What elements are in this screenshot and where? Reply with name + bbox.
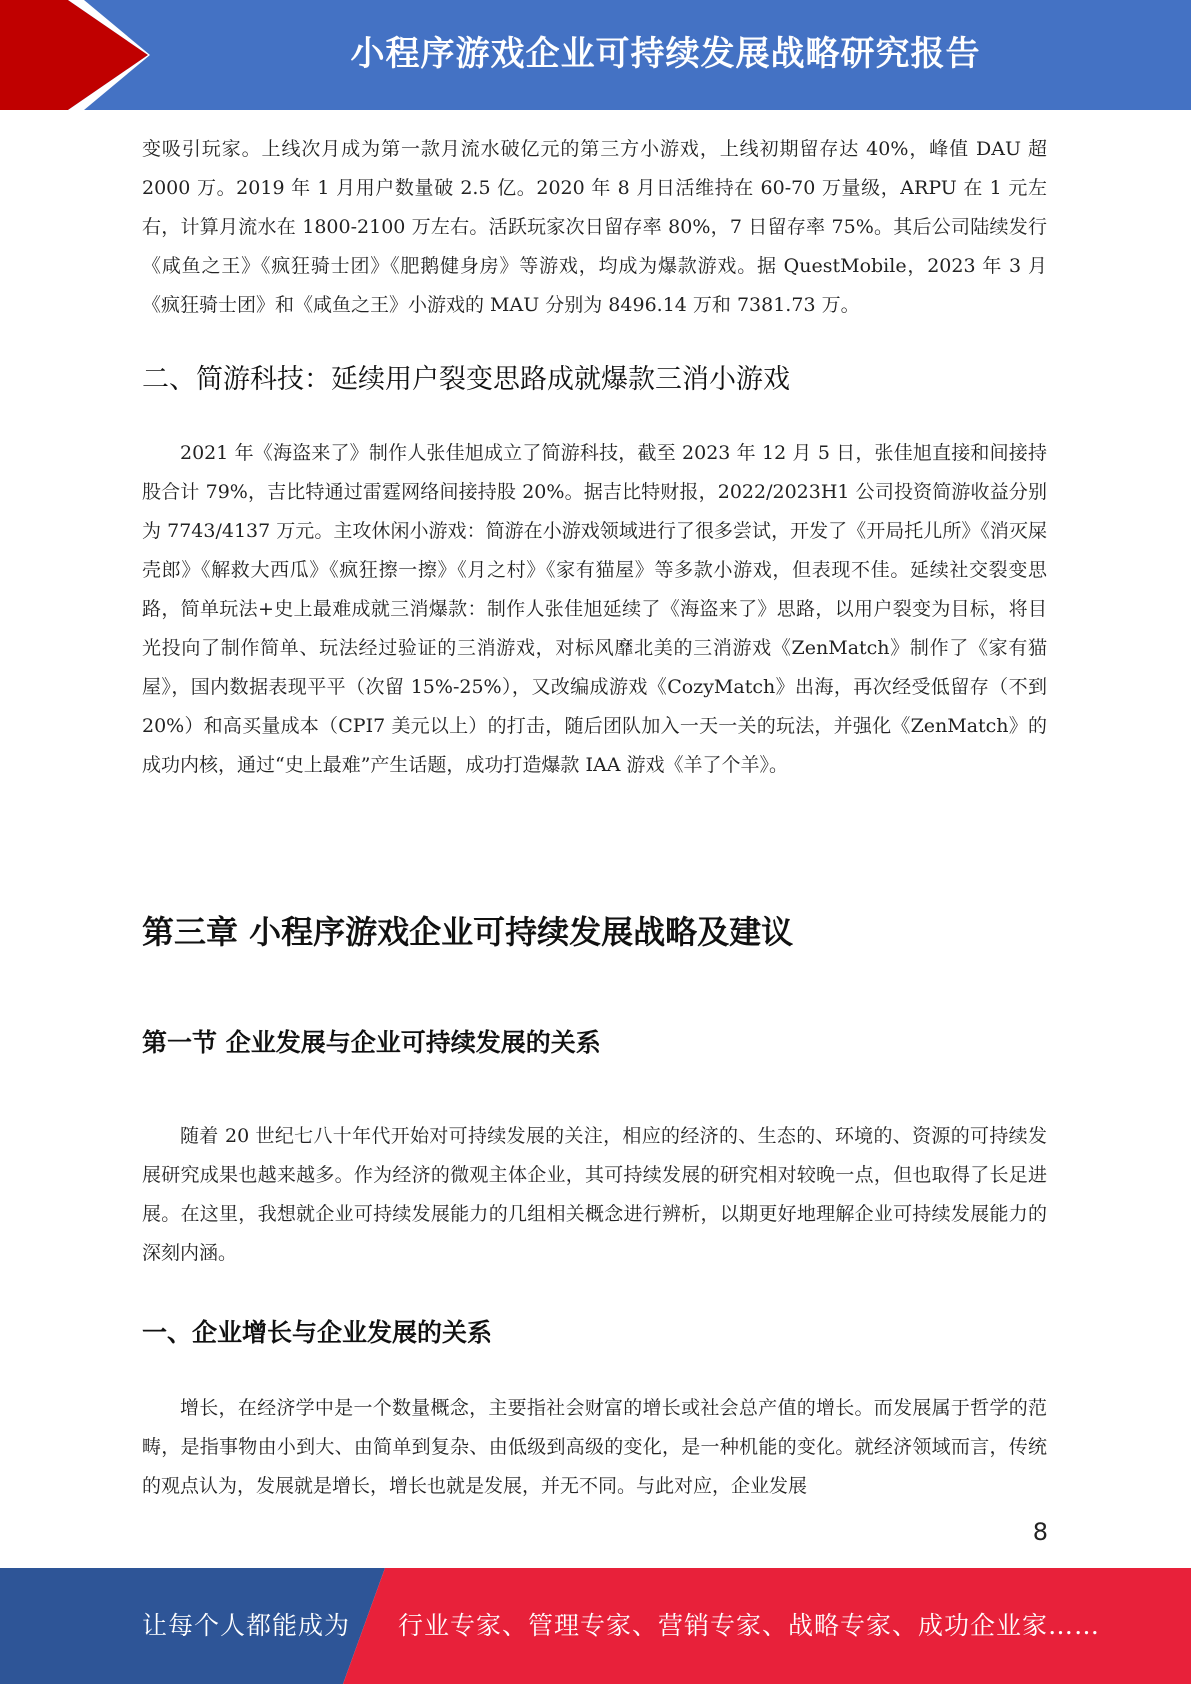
footer-slogan-left: 让每个人都能成为 <box>142 1611 351 1640</box>
page-number: 8 <box>1032 1518 1048 1546</box>
paragraph-intro: 变吸引玩家。上线次月成为第一款月流水破亿元的第三方小游戏，上线初期留存达 40%，峰值 DAU 超 2000 万。2019 年 1 月用户数量破 2.5 亿。2020 年 8 月日活维持在 60-70 万量级，ARPU 在 1 元左右，计算月流水在 1800-2100 万左右。活跃玩家次日留存率 80%，7 日留存率 75%。其后公司陆续发行《咸鱼之王》《疯狂骑士团》《肥鹅健身房》等游戏，均成为爆款游戏。据 QuestMobile，2023 年 3 月《疯狂骑士团》和《咸鱼之王》小游戏的 MAU 分别为 8496.14 万和 7381.73 万。 <box>142 138 1047 316</box>
heading-jianyou: 二、简游科技：延续用户裂变思路成就爆款三消小游戏 <box>142 364 790 395</box>
chapter-title: 第三章 小程序游戏企业可持续发展战略及建议 <box>142 913 794 951</box>
heading-growth: 一、企业增长与企业发展的关系 <box>142 1318 493 1347</box>
paragraph-sustainability: 随着 20 世纪七八十年代开始对可持续发展的关注，相应的经济的、生态的、环境的、资源的可持续发展研究成果也越来越多。作为经济的微观主体企业，其可持续发展的研究相对较晚一点，但也取得了长足进展。在这里，我想就企业可持续发展能力的几组相关概念进行辨析，以期更好地理解企业可持续发展能力的深刻内涵。 <box>142 1125 1047 1264</box>
footer-slogan-right: 行业专家、管理专家、营销专家、战略专家、成功企业家…… <box>398 1611 1101 1640</box>
paragraph-growth: 增长，在经济学中是一个数量概念，主要指社会财富的增长或社会总产值的增长。而发展属于哲学的范畴，是指事物由小到大、由简单到复杂、由低级到高级的变化，是一种机能的变化。就经济领域而言，传统的观点认为，发展就是增长，增长也就是发展，并无不同。与此对应，企业发展 <box>142 1397 1047 1497</box>
page-header <box>0 0 1191 110</box>
section-title: 第一节 企业发展与企业可持续发展的关系 <box>142 1028 601 1057</box>
paragraph-jianyou: 2021 年《海盗来了》制作人张佳旭成立了简游科技，截至 2023 年 12 月 5 日，张佳旭直接和间接持股合计 79%，吉比特通过雷霆网络间接持股 20%。据吉比特财报，2022/2023H1 公司投资简游收益分别为 7743/4137 万元。主攻休闲小游戏：简游在小游戏领域进行了很多尝试，开发了《开局托儿所》《消灭屎壳郎》《解救大西瓜》《疯狂擦一擦》《月之村》《家有猫屋》等多款小游戏，但表现不佳。延续社交裂变思路，简单玩法+史上最难成就三消爆款：制作人张佳旭延续了《海盗来了》思路，以用户裂变为目标，将目光投向了制作简单、玩法经过验证的三消游戏，对标风靡北美的三消游戏《ZenMatch》制作了《家有猫屋》，国内数据表现平平（次留 15%-25%），又改编成游戏《CozyMatch》出海，再次经受低留存（不到 20%）和高买量成本（CPI7 美元以上）的打击，随后团队加入一天一关的玩法，并强化《ZenMatch》的成功内核，通过“史上最难”产生话题，成功打造爆款 IAA 游戏《羊了个羊》。 <box>142 442 1047 776</box>
header-arrow-decoration <box>0 0 160 110</box>
page-footer <box>0 1568 1191 1684</box>
document-body <box>142 130 1047 1506</box>
report-title: 小程序游戏企业可持续发展战略研究报告 <box>350 34 981 74</box>
